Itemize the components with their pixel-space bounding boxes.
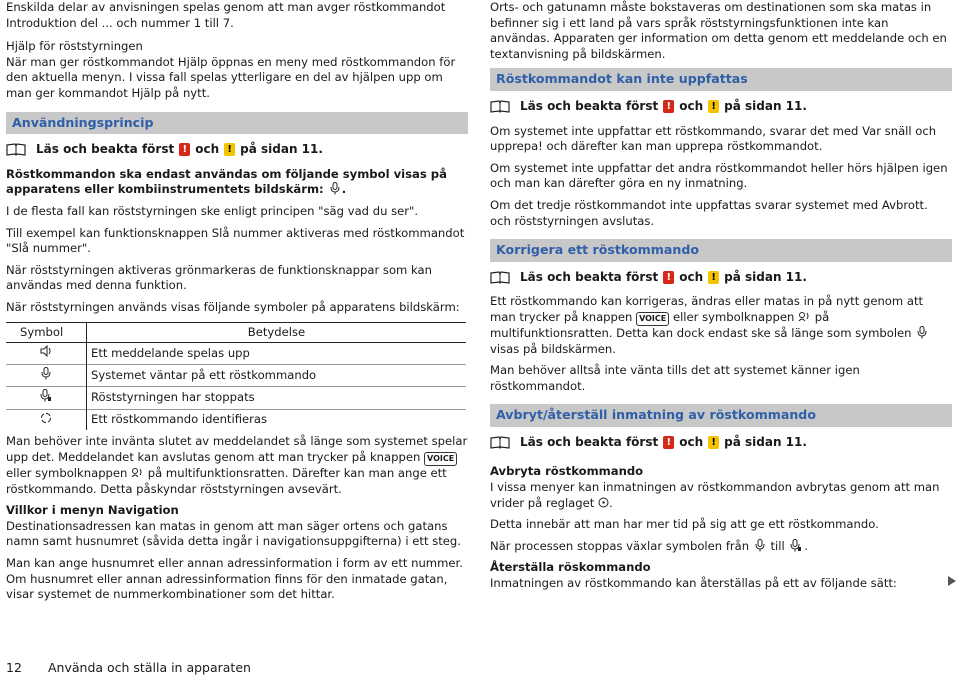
cancel-text: I vissa menyer kan inmatningen av röstkommandon avbrytas genom att man vrider på reglaget bbox=[490, 480, 940, 510]
book-icon bbox=[490, 100, 510, 113]
symbol-requirement-text: Röstkommandon ska endast användas om följande symbol visas på apparatens eller kombiinstrumentets bildskärm: bbox=[6, 166, 447, 197]
correct-paragraph bbox=[490, 294, 952, 357]
see-page: på sidan 11. bbox=[724, 269, 807, 284]
microphone-icon bbox=[41, 367, 51, 380]
caution-icon: ! bbox=[708, 100, 719, 113]
book-icon bbox=[490, 436, 510, 449]
not-understood-p3: Om det tredje röstkommandot inte uppfattas svarar systemet med Avbrott. och röststyrningen avslutas. bbox=[490, 197, 928, 228]
table-cell-meaning: Systemet väntar på ett röstkommando bbox=[87, 364, 467, 387]
section-title-correct: Korrigera ett röstkommando bbox=[490, 239, 952, 262]
see-text: Läs och beakta först bbox=[520, 434, 659, 449]
table-cell-meaning: Ett röstkommando identifieras bbox=[87, 409, 467, 430]
voice-key-icon: VOICE bbox=[636, 312, 669, 326]
rotary-knob-icon bbox=[598, 497, 609, 508]
correct-text-3: på multifunktionsratten. Detta kan dock endast ske så länge som symbolen bbox=[490, 309, 912, 340]
example-paragraph: Till exempel kan funktionsknappen Slå nummer aktiveras med röstkommandot "Slå nummer". bbox=[6, 225, 465, 256]
page-number: 12 bbox=[6, 660, 22, 675]
wait-text-3: på multifunktionsratten. Därefter kan man ange ett röstkommando. Detta påskyndar röststyrningen avsevärt. bbox=[6, 466, 447, 496]
safety-reference bbox=[6, 142, 468, 158]
symbol-table bbox=[6, 322, 466, 431]
table-row bbox=[6, 387, 466, 410]
voice-symbol-icon bbox=[798, 311, 811, 322]
microphone-icon bbox=[330, 182, 340, 195]
correct-text-4: visas på bildskärmen. bbox=[490, 341, 616, 356]
right-column bbox=[490, 0, 952, 598]
husnummer-paragraph: Man kan ange husnumret eller annan adressinformation i form av ett nummer. Om husnumret eller annan adressinformation finns för den inmatade gatan, visar systemet de nummerkombinationer som det hittar. bbox=[6, 556, 463, 602]
green-paragraph: När röststyrningen aktiveras grönmarkeras de funktionsknappar som kan användas med denna funktion. bbox=[6, 262, 432, 293]
see-text: Läs och beakta först bbox=[520, 269, 659, 284]
intro-paragraph: Enskilda delar av anvisningen spelas genom att man avger röstkommandot Introduktion del ... och nummer 1 till 7. bbox=[6, 0, 446, 30]
reset-subheading: Återställa röskommando bbox=[490, 560, 651, 575]
chapter-title: Använda och ställa in apparaten bbox=[47, 660, 251, 675]
reset-paragraph: Inmatningen av röstkommando kan återställas på ett av följande sätt: bbox=[490, 576, 897, 591]
table-header-symbol: Symbol bbox=[6, 322, 87, 343]
time-paragraph: Detta innebär att man har mer tid på sig att ge ett röstkommando. bbox=[490, 517, 879, 532]
principle-paragraph: I de flesta fall kan röststyrningen ske enligt principen "säg vad du ser". bbox=[6, 203, 419, 218]
microphone-icon bbox=[755, 539, 765, 552]
continue-arrow-icon bbox=[948, 576, 956, 586]
stop-paragraph: När processen stoppas växlar symbolen från till . bbox=[490, 538, 809, 553]
see-page: på sidan 11. bbox=[724, 434, 807, 449]
book-icon bbox=[6, 143, 26, 156]
correct-text-1: Ett röstkommando kan korrigeras, ändras eller matas in på nytt genom att man trycker på knappen bbox=[490, 294, 924, 324]
villkor-heading: Villkor i menyn Navigation bbox=[6, 503, 179, 518]
correct-paragraph-2: Man behöver alltså inte vänta tills det att systemet känner igen röstkommandot. bbox=[490, 363, 860, 393]
wait-text-2: eller symbolknappen bbox=[6, 466, 128, 481]
wait-paragraph bbox=[6, 434, 468, 497]
stop-text-2: till bbox=[770, 538, 785, 553]
table-row bbox=[6, 409, 466, 430]
orts-paragraph: Orts- och gatunamn måste bokstaveras om destinationen som ska matas in befinner sig i ett land på vars språk röststyrningsfunktionen inte kan användas. Apparaten ger information om detta genom ett meddelande och en textanvisning på bildskärmen. bbox=[490, 0, 947, 61]
speaker-icon bbox=[40, 345, 52, 357]
caution-icon: ! bbox=[708, 271, 719, 284]
stop-text-1: När processen stoppas växlar symbolen från bbox=[490, 538, 750, 553]
danger-icon: ! bbox=[663, 436, 674, 449]
safety-reference bbox=[490, 99, 952, 115]
table-row bbox=[6, 364, 466, 387]
book-icon bbox=[490, 271, 510, 284]
processing-icon bbox=[40, 412, 52, 424]
table-header-meaning: Betydelse bbox=[87, 322, 467, 343]
see-page: på sidan 11. bbox=[724, 98, 807, 113]
danger-icon: ! bbox=[663, 271, 674, 284]
voice-key-icon: VOICE bbox=[424, 452, 457, 466]
page-footer bbox=[6, 660, 251, 675]
table-cell-meaning: Ett meddelande spelas upp bbox=[87, 343, 467, 365]
help-paragraph: När man ger röstkommandot Hjälp öppnas en meny med röstkommandon för den aktuella menyn. I vissa fall spelas ytterligare en del av hjälpen upp om man ger kommandot Hjälp på nytt. bbox=[6, 54, 456, 100]
danger-icon: ! bbox=[179, 143, 190, 156]
cancel-paragraph: I vissa menyer kan inmatningen av röstkommandon avbrytas genom att man vrider på reglaget . bbox=[490, 480, 940, 510]
wait-text-1: Man behöver inte invänta slutet av meddelandet så länge som systemet spelar upp det. Meddelandet kan avslutas genom att man trycker på knappen bbox=[6, 434, 468, 465]
danger-icon: ! bbox=[663, 100, 674, 113]
microphone-stopped-icon bbox=[40, 389, 52, 402]
microphone-icon bbox=[917, 326, 927, 339]
see-text: Läs och beakta först bbox=[36, 142, 175, 157]
see-and: och bbox=[195, 142, 220, 157]
villkor-paragraph: Destinationsadressen kan matas in genom att man säger ortens och gatans namn samt husnumret (såvida detta ingår i navigationsuppgifterna) i ett steg. bbox=[6, 518, 461, 549]
caution-icon: ! bbox=[708, 436, 719, 449]
symbol-requirement: Röstkommandon ska endast användas om följande symbol visas på apparatens eller kombiinstrumentets bildskärm: . bbox=[6, 166, 447, 197]
see-and: och bbox=[679, 269, 704, 284]
not-understood-p2: Om systemet inte uppfattar det andra röstkommandot heller hörs hjälpen igen och man kan därefter göra en ny inmatning. bbox=[490, 160, 948, 191]
safety-reference bbox=[490, 435, 952, 451]
correct-text-2: eller symbolknappen bbox=[672, 309, 795, 324]
caution-icon: ! bbox=[224, 143, 235, 156]
cancel-subheading: Avbryta röstkommando bbox=[490, 464, 644, 479]
voice-symbol-icon bbox=[131, 467, 144, 478]
section-title-cancel: Avbryt/återställ inmatning av röstkommando bbox=[490, 404, 952, 427]
safety-reference bbox=[490, 270, 952, 286]
table-cell-meaning: Röststyrningen har stoppats bbox=[87, 387, 467, 410]
section-title-principle: Användningsprincip bbox=[6, 112, 468, 135]
section-title-not-understood: Röstkommandot kan inte uppfattas bbox=[490, 68, 952, 91]
see-and: och bbox=[679, 98, 704, 113]
see-and: och bbox=[679, 434, 704, 449]
see-text: Läs och beakta först bbox=[520, 98, 659, 113]
not-understood-p1: Om systemet inte uppfattar ett röstkommando, svarar det med Var snäll och upprepa! och därefter kan man upprepa röstkommandot. bbox=[490, 123, 937, 154]
see-page: på sidan 11. bbox=[240, 142, 323, 157]
left-column bbox=[6, 0, 468, 609]
symbols-paragraph: När röststyrningen används visas följande symboler på apparatens bildskärm: bbox=[6, 299, 460, 314]
help-heading: Hjälp för röststyrningen bbox=[6, 39, 143, 54]
microphone-stopped-icon bbox=[790, 539, 802, 552]
table-row bbox=[6, 343, 466, 365]
